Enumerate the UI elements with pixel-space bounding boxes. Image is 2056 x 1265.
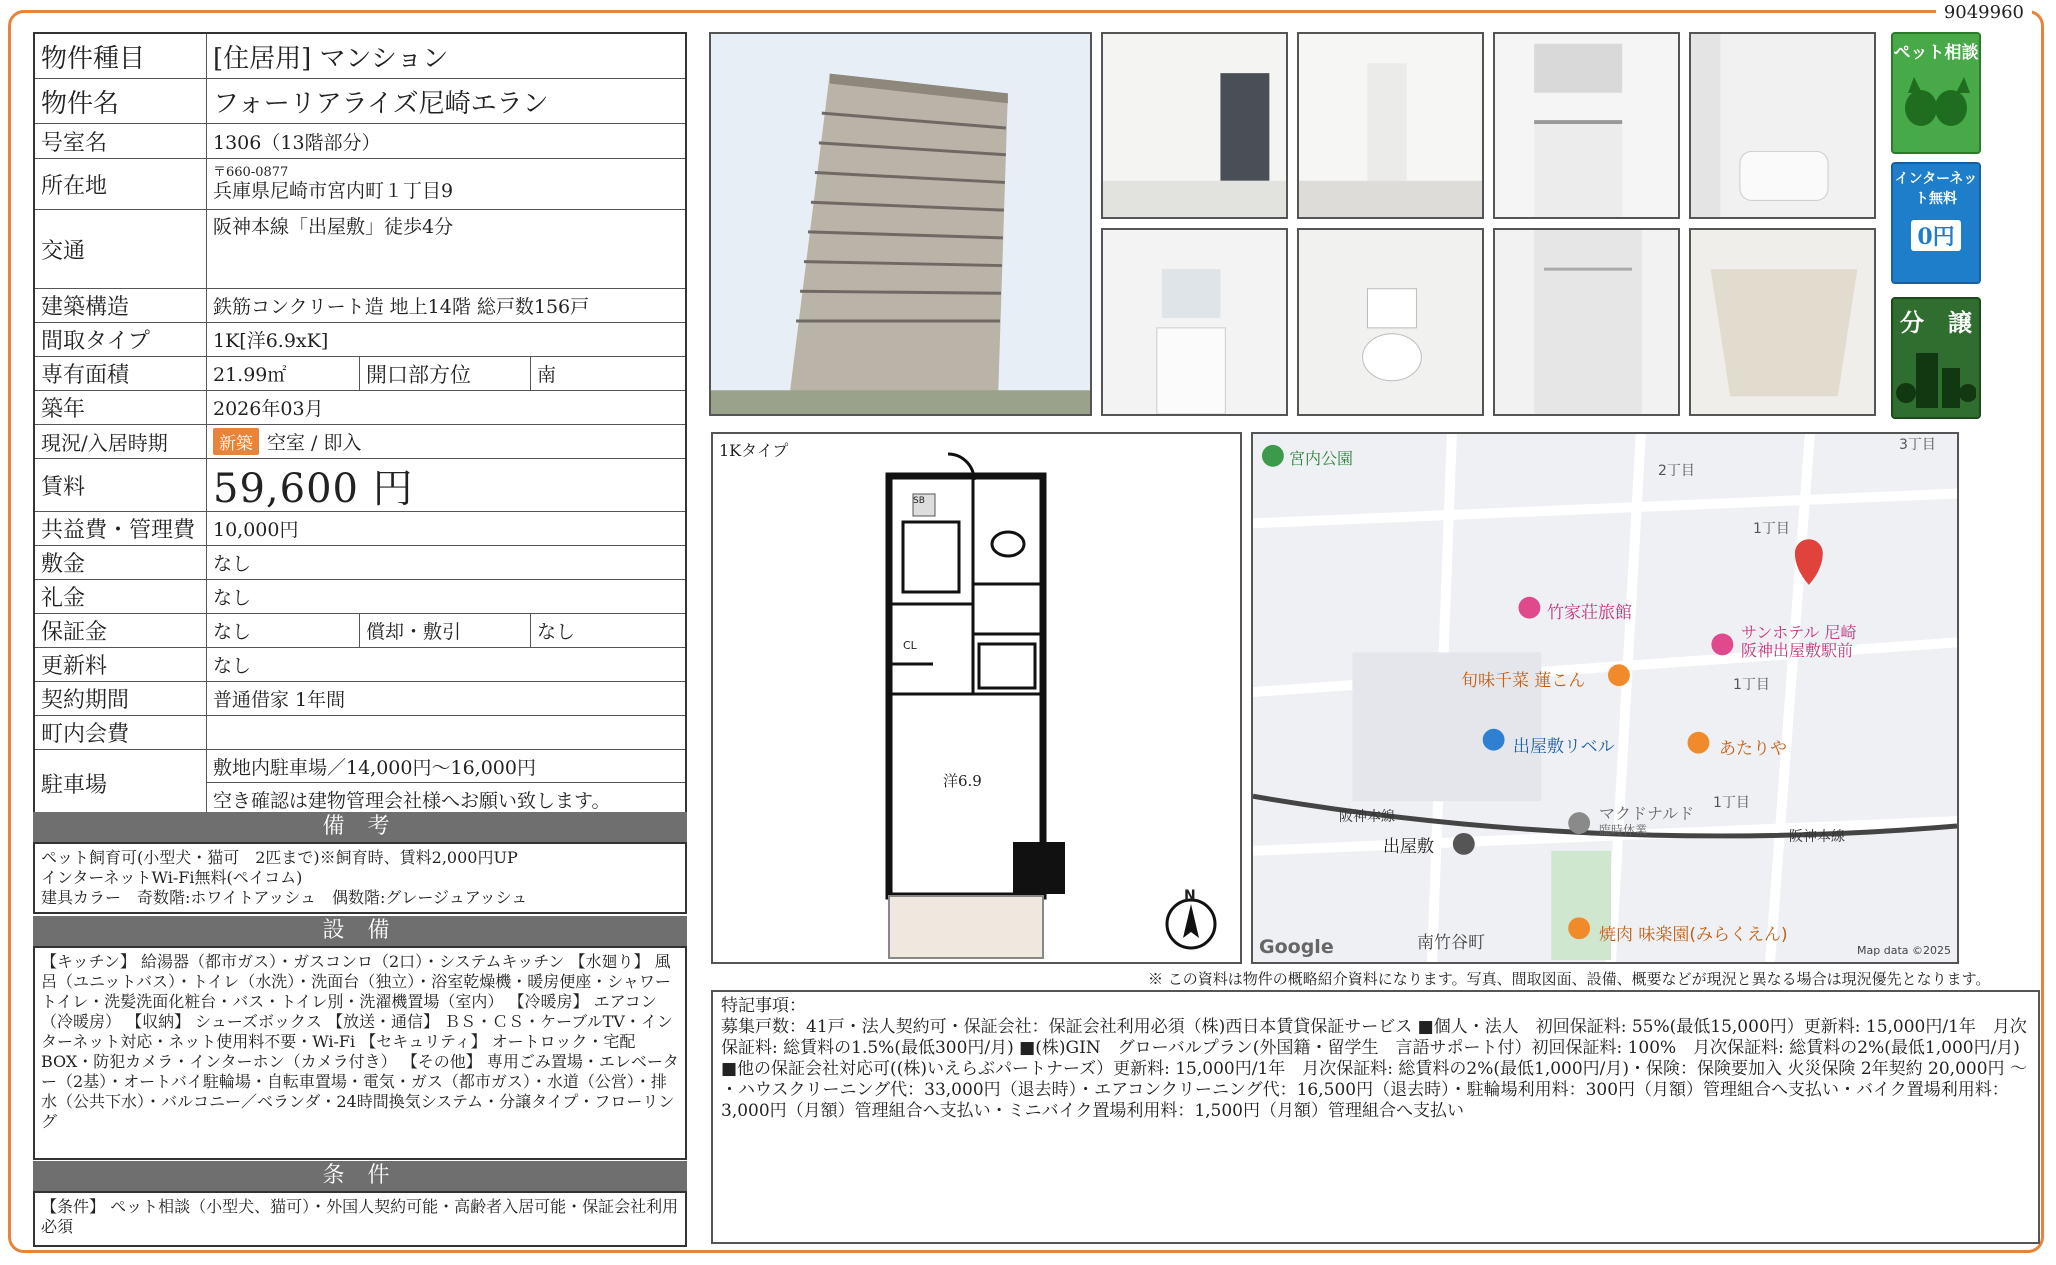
key-money-value: なし xyxy=(213,587,252,609)
room-photo-2 xyxy=(1297,32,1484,219)
map-label-chome3: 3丁目 xyxy=(1899,437,1936,453)
transport-label: 交通 xyxy=(35,210,207,288)
parking-note: 空き確認は建物管理会社様へお願い致します。 xyxy=(213,790,611,812)
row-layout xyxy=(35,323,685,357)
area-value: 21.99㎡ xyxy=(213,364,287,386)
built-label: 築年 xyxy=(35,391,207,424)
property-info-table xyxy=(33,32,687,819)
contract-label: 契約期間 xyxy=(35,682,207,715)
room-value: 1306（13階部分） xyxy=(213,131,381,154)
renewal-label: 更新料 xyxy=(35,648,207,681)
fee-label: 共益費・管理費 xyxy=(35,512,207,545)
map-label-mcd-status: 臨時休業 xyxy=(1599,823,1648,837)
map-label-hotel-1: サンホテル 尼崎 xyxy=(1741,623,1857,642)
type-label: 物件種目 xyxy=(35,34,207,78)
map-label-chome1c: 1丁目 xyxy=(1713,795,1750,811)
row-structure xyxy=(35,289,685,323)
postal-code: 〒660-0877 xyxy=(213,164,289,180)
layout-label: 間取タイプ xyxy=(35,323,207,356)
north-arrow-label: N xyxy=(1184,888,1196,904)
row-fee xyxy=(35,512,685,546)
map-label-restaurant-2: あたりや xyxy=(1719,739,1787,759)
equipment-body: 【キッチン】 給湯器（都市ガス）・ガスコンロ（2口）・システムキッチン 【水廻り】 風呂（ユニットバス）・トイレ（水洗）・洗面台（独立）・浴室乾燥機・暖房便座・シャワートイレ・洗髪洗面化粧台・バス・トイレ別・洗濯機置場（室内） 【冷暖房】 エアコン（冷暖房） 【収納】 シューズボックス 【放送・通信】 ＢＳ・ＣＳ・ケーブルTV・インターネット対応・ネット使用料不要・Wi-Fi 【セキュリティ】 オートロック・宅配BOX・防犯カメラ・インターホン（カメラ付き） 【その他】 専用ごみ置場・エレベーター（2基）・オートバイ駐輪場・自転車置場・電気・ガス（都市ガス）・水道（公営）・排水（公共下水）・バルコニー／ベランダ・24時間換気システム・分譲タイプ・フローリング xyxy=(33,946,687,1160)
map-label-yakiniku: 焼肉 味楽園(みらくえん) xyxy=(1599,925,1788,945)
map-label-ribel: 出屋敷リベル xyxy=(1513,737,1615,757)
row-rent xyxy=(35,459,685,512)
remarks-line: 建具カラー 奇数階:ホワイトアッシュ 偶数階:グレージュアッシュ xyxy=(41,888,528,907)
pet-consult-icon xyxy=(1891,32,1981,154)
google-logo: Google xyxy=(1259,936,1334,958)
bunjo-icon-label: 分 譲 xyxy=(1900,308,1972,337)
guarantee-value: なし xyxy=(213,621,252,643)
transport-value: 阪神本線「出屋敷」徒歩4分 xyxy=(213,216,454,238)
pet-icon-label: ペット相談 xyxy=(1893,43,1979,63)
remarks-body xyxy=(33,842,687,914)
built-value: 2026年03月 xyxy=(213,398,324,420)
renewal-value: なし xyxy=(213,655,252,677)
new-build-badge: 新築 xyxy=(213,428,259,455)
row-renewal xyxy=(35,648,685,682)
map-attribution: Map data ©2025 xyxy=(1857,944,1951,957)
row-parking xyxy=(35,750,685,817)
status-value: 空室 / 即入 xyxy=(267,432,362,454)
key-money-label: 礼金 xyxy=(35,580,207,613)
row-room xyxy=(35,124,685,159)
closet-label: CL xyxy=(903,639,917,652)
toilet-photo xyxy=(1297,228,1484,416)
floorplan-type-label: 1Kタイプ xyxy=(719,441,789,460)
contract-value: 普通借家 1年間 xyxy=(213,689,346,711)
layout-value: 1K[洋6.9xK] xyxy=(213,330,329,352)
room-area-label: 洋6.9 xyxy=(943,772,982,790)
row-type xyxy=(35,34,685,79)
shoebox-label: SB xyxy=(913,496,925,506)
amortization-label: 償却・敷引 xyxy=(359,614,531,647)
map-label-chome2: 2丁目 xyxy=(1658,463,1695,479)
map-label-restaurant-1: 旬味千菜 蓮こん xyxy=(1461,671,1586,691)
fee-value: 10,000円 xyxy=(213,519,299,541)
amortization-value: なし xyxy=(537,621,576,643)
location-map[interactable] xyxy=(1251,432,1959,964)
map-label-line-2: 阪神本線 xyxy=(1789,829,1845,845)
disclaimer-text: ※ この資料は物件の概略紹介資料になります。写真、間取図面、設備、概要などが現況と異なる場合は現況優先となります。 xyxy=(1148,970,1991,988)
map-label-ryokan: 竹家荘旅館 xyxy=(1547,603,1632,623)
deposit-value: なし xyxy=(213,553,252,575)
parking-value-cell xyxy=(207,750,685,817)
direction-value: 南 xyxy=(537,364,557,386)
map-label-chome1a: 1丁目 xyxy=(1753,521,1790,537)
room-label: 号室名 xyxy=(35,124,207,158)
remarks-line: ペット飼育可(小型犬・猫可 2匹まで)※飼育時、賃料2,000円UP xyxy=(41,848,518,867)
row-contract xyxy=(35,682,685,716)
row-name xyxy=(35,79,685,124)
special-notes-body: 募集戸数：41戸・法人契約可・保証会社：保証会社利用必須（株)西日本賃貸保証サービス ■個人・法人 初回保証料: 55%(最低15,000円）更新料: 15,000円/1年 月次保証料: 総賃料の1.5%(最低300円/月) ■(株)GIN グローバルプラン(外国籍・留学生 言語サポート付）初回保証料: 100% 月次保証料: 総賃料の2%(最低1,000円/月) ■他の保証会社対応可((株)いえらぶパートナーズ）更新料: 15,000円/1年 月次保証料: 総賃料の2%(最低1,000円/月)・保険：保険要加入 火災保険 2年契約 20,000円 ～ ・ハウスクリーニング代：33,000円（退去時）・エアコンクリーニング代：16,500円（退去時）・駐輪場利用料：300円（月額）管理組合へ支払い・バイク置場利用料：3,000円（月額）管理組合へ支払い・ミニバイク置場利用料：1,500円（月額）管理組合へ支払い xyxy=(721,1017,2027,1121)
row-built xyxy=(35,391,685,425)
area-label: 専有面積 xyxy=(35,357,207,390)
parking-value: 敷地内駐車場／14,000円～16,000円 xyxy=(207,750,685,783)
internet-price: 0円 xyxy=(1911,220,1961,251)
row-deposit xyxy=(35,546,685,580)
row-town-fee xyxy=(35,716,685,750)
town-fee-value xyxy=(207,716,685,749)
address-value xyxy=(207,159,685,209)
name-value: フォーリアライズ尼崎エラン xyxy=(213,88,549,119)
map-label-hotel-2: 阪神出屋敷駅前 xyxy=(1741,641,1854,660)
map-label-hotel xyxy=(1741,624,1857,660)
direction-label: 開口部方位 xyxy=(359,357,531,390)
internet-free-icon xyxy=(1891,162,1981,284)
deposit-label: 敷金 xyxy=(35,546,207,579)
row-transport xyxy=(35,210,685,289)
map-label-station: 出屋敷 xyxy=(1383,837,1434,857)
map-label-mcdonalds xyxy=(1599,806,1694,838)
room-photo-1 xyxy=(1101,32,1288,219)
town-fee-label: 町内会費 xyxy=(35,716,207,749)
washroom-photo xyxy=(1101,228,1288,416)
address-label: 所在地 xyxy=(35,159,207,209)
parking-label: 駐車場 xyxy=(35,750,207,817)
conditions-header: 条 件 xyxy=(33,1161,687,1191)
document-number: 9049960 xyxy=(1936,2,2032,23)
map-label-park: 宮内公園 xyxy=(1289,449,1354,468)
type-value: [住居用] マンション xyxy=(213,43,449,74)
row-area xyxy=(35,357,685,391)
map-label-line-1: 阪神本線 xyxy=(1339,809,1395,825)
remarks-header: 備 考 xyxy=(33,812,687,842)
remarks-line: インターネットWi-Fi無料(ペイコム) xyxy=(41,868,303,887)
guarantee-label: 保証金 xyxy=(35,614,207,647)
structure-label: 建築構造 xyxy=(35,289,207,322)
map-label-mcd-name: マクドナルド xyxy=(1599,804,1695,823)
internet-icon-label: インターネット無料 xyxy=(1894,171,1978,207)
closet-photo xyxy=(1493,228,1680,416)
structure-value: 鉄筋コンクリート造 地上14階 総戸数156戸 xyxy=(213,296,590,318)
row-key-money xyxy=(35,580,685,614)
conditions-body: 【条件】 ペット相談（小型犬、猫可）・外国人契約可能・高齢者入居可能・保証会社利用必須 xyxy=(33,1191,687,1247)
floorplan xyxy=(711,432,1242,964)
map-label-chome1b: 1丁目 xyxy=(1733,677,1770,693)
equipment-header: 設 備 xyxy=(33,916,687,946)
row-address xyxy=(35,159,685,210)
status-value-cell xyxy=(207,425,685,458)
name-label: 物件名 xyxy=(35,79,207,123)
row-guarantee xyxy=(35,614,685,648)
special-notes xyxy=(711,990,2040,1244)
address-text: 兵庫県尼崎市宮内町１丁目9 xyxy=(213,179,454,202)
building-exterior-photo xyxy=(709,32,1092,416)
status-label: 現況/入居時期 xyxy=(35,425,207,458)
rent-value: 59,600 円 xyxy=(213,465,414,512)
bathroom-photo xyxy=(1689,32,1876,219)
row-status xyxy=(35,425,685,459)
rent-label: 賃料 xyxy=(35,459,207,511)
bunjo-icon xyxy=(1891,297,1981,419)
map-label-minami: 南竹谷町 xyxy=(1417,933,1485,953)
special-notes-title: 特記事項： xyxy=(721,996,806,1016)
kitchen-photo xyxy=(1493,32,1680,219)
balcony-photo xyxy=(1689,228,1876,416)
